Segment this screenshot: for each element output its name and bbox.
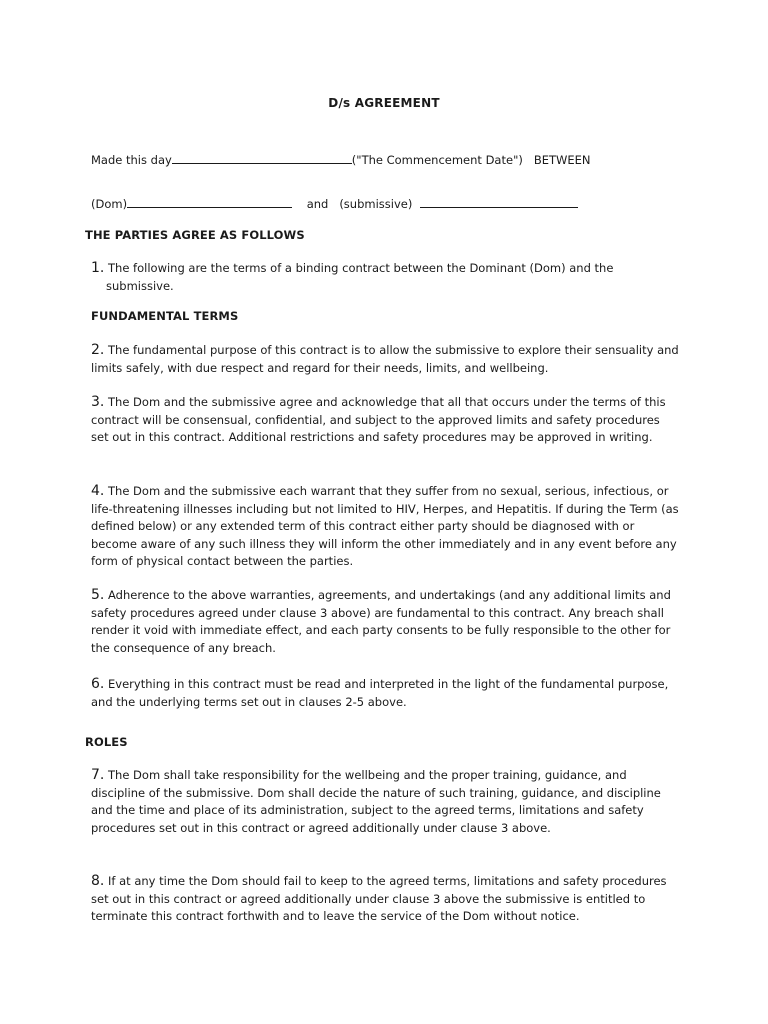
clause-8 [91, 873, 681, 926]
clause-number: 5. [91, 587, 105, 603]
submissive-label: (submissive) [339, 197, 413, 211]
clause-7 [91, 767, 681, 837]
clause-text: The Dom and the submissive agree and acknowledge that all that occurs under the terms of this contract will be consensual, confidential, and subject to the approved limits and safety procedures set out in this contract. Additional restrictions and safety procedures may be approved in writing. [91, 395, 666, 445]
clause-number: 3. [91, 394, 105, 410]
parties-line [91, 196, 578, 211]
clause-number: 8. [91, 873, 105, 889]
commencement-line [91, 152, 591, 167]
clause-text: Adherence to the above warranties, agreements, and undertakings (and any additional limits and safety procedures agreed under clause 3 above) are fundamental to this contract. Any breach shall render it void with immediate effect, and each party consents to be fully responsible to the other for the consequence of any breach. [91, 588, 671, 655]
made-this-day-label: Made this day [91, 153, 172, 167]
document-title: D/s AGREEMENT [328, 96, 440, 110]
clause-number: 2. [91, 342, 105, 358]
between-label: BETWEEN [533, 153, 591, 167]
date-blank [172, 152, 352, 164]
clause-text: Everything in this contract must be read and interpreted in the light of the fundamental purpose, and the underlying terms set out in clauses 2-5 above. [91, 677, 669, 709]
clause-5 [91, 587, 681, 657]
clause-2 [91, 342, 681, 377]
clause-text: If at any time the Dom should fail to keep to the agreed terms, limitations and safety procedures set out in this contract or agreed additionally under clause 3 above the submissive is entitled to terminate this contract forthwith and to leave the service of the Dom without notice. [91, 874, 667, 924]
heading-fundamental-terms: FUNDAMENTAL TERMS [91, 309, 239, 323]
submissive-name-blank [420, 196, 578, 208]
clause-6 [91, 676, 681, 711]
clause-text: The Dom and the submissive each warrant that they suffer from no sexual, serious, infectious, or life-threatening illnesses including but not limited to HIV, Herpes, and Hepatitis. If during the Term (as defined below) or any extended term of this contract either party should be diagnosed with or become aware of any such illness they will inform the other immediately and in any event before any form of physical contact between the parties. [91, 484, 679, 569]
clause-4 [91, 483, 681, 571]
and-label: and [306, 197, 329, 211]
clause-number: 7. [91, 767, 105, 783]
clause-1 [91, 260, 676, 295]
clause-number: 6. [91, 676, 105, 692]
clause-text: The fundamental purpose of this contract is to allow the submissive to explore their sensuality and limits safely, with due respect and regard for their needs, limits, and wellbeing. [91, 343, 679, 375]
dom-name-blank [127, 196, 292, 208]
commencement-date-label: ("The Commencement Date") [351, 153, 523, 167]
clause-text: The following are the terms of a binding contract between the Dominant (Dom) and the submissive. [106, 261, 614, 293]
clause-3 [91, 394, 681, 447]
clause-text: The Dom shall take responsibility for the wellbeing and the proper training, guidance, and discipline of the submissive. Dom shall decide the nature of such training, guidance, and discipline and the time and place of its administration, subject to the agreed terms, limitations and safety procedures set out in this contract or agreed additionally under clause 3 above. [91, 768, 661, 835]
heading-parties-agree: THE PARTIES AGREE AS FOLLOWS [85, 228, 305, 242]
clause-number: 4. [91, 483, 105, 499]
dom-label: (Dom) [91, 197, 128, 211]
clause-number: 1. [91, 260, 105, 276]
heading-roles: ROLES [85, 735, 128, 749]
